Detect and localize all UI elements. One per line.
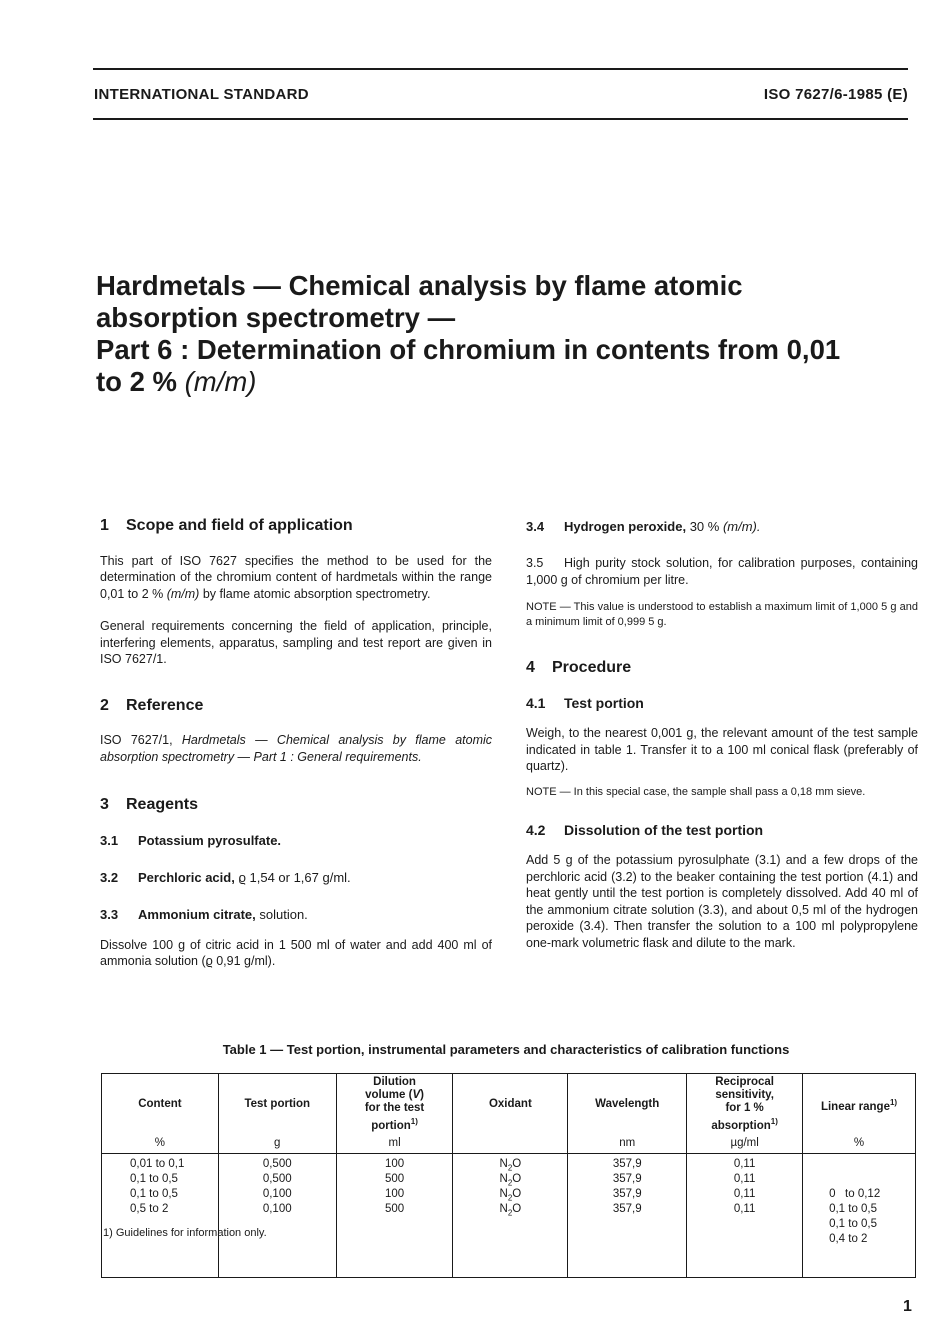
linear-range-cell: 0 to 0,12 0,1 to 0,5 0,1 to 0,5 0,4 to 2 <box>803 1153 916 1277</box>
header-right: ISO 7627/6-1985 (E) <box>763 86 908 103</box>
title-line-4: to 2 % (m/m) <box>96 366 257 397</box>
section-2-reference: ISO 7627/1, Hardmetals — Chemical analysis by flame atomic absorption spectrometry — Part 1 : General requirements. <box>100 733 493 764</box>
section-1-paragraph-1: This part of ISO 7627 specifies the method to be used for the determination of the chromium content of hardmetals within the range 0,01 to 2 % (m/m) by flame atomic absorption spectrometry. <box>100 553 492 601</box>
wavelength-cell: 357,9 357,9 357,9 357,9 <box>568 1153 687 1277</box>
reagent-3-3: 3.3 Ammonium citrate, solution. <box>100 906 308 922</box>
section-1-paragraph-2: General requirements concerning the field of application, principle, interfering elements, apparatus, sampling and test report are given in ISO 7627/1. <box>100 619 492 666</box>
unit-cell: % <box>803 1135 916 1154</box>
section-3-heading: 3 Reagents <box>100 796 199 813</box>
dilution-cell: 100 500 100 500 <box>336 1153 453 1277</box>
unit-cell: g <box>218 1135 336 1154</box>
reagent-3-5: 3.5 High purity stock solution, for calibration purposes, containing 1,000 g of chromium per litre. <box>526 556 918 587</box>
subsection-4-1-text: Weigh, to the nearest 0,001 g, the relevant amount of the test sample indicated in table 1. Transfer it to a 100 ml conical flask (preferably of quartz). <box>526 726 918 773</box>
table-row <box>102 1153 916 1277</box>
results-table <box>101 1073 916 1278</box>
unit-cell <box>453 1135 568 1154</box>
top-rule <box>93 68 908 70</box>
table-caption: Table 1 — Test portion, instrumental parameters and characteristics of calibration functions <box>222 1042 790 1057</box>
unit-cell: nm <box>568 1135 687 1154</box>
reagent-3-3-text: Dissolve 100 g of citric acid in 1 500 ml of water and add 400 ml of ammonia solution (ϱ 0,91 g/ml). <box>100 937 492 968</box>
subsection-4-1-note: NOTE — In this special case, the sample shall pass a 0,18 mm sieve. <box>526 785 866 798</box>
col-header-dilution: Dilution volume (V) for the test portion$^{1)}$ <box>336 1074 453 1135</box>
col-header-reciprocal-sensitivity: Reciprocal sensitivity, for 1 % absorption$^{1)}$ <box>687 1074 803 1135</box>
title-line-1: Hardmetals — Chemical analysis by flame atomic <box>96 270 743 301</box>
reciprocal-sensitivity-cell: 0,11 0,11 0,11 0,11 <box>687 1153 803 1277</box>
page-number: 1 <box>903 1298 912 1315</box>
reagent-3-5-note: NOTE — This value is understood to establish a maximum limit of 1,000 5 g and a minimum limit of 0,999 5 g. <box>526 601 918 628</box>
table-footnote: 1) Guidelines for information only. <box>103 1227 267 1239</box>
right-column <box>526 518 918 967</box>
subsection-4-2-heading: 4.2 Dissolution of the test portion <box>526 821 764 838</box>
col-header-wavelength: Wavelength <box>568 1074 687 1135</box>
content-cell: 0,01 to 0,1 0,1 to 0,5 0,1 to 0,5 0,5 to 2 <box>102 1153 219 1277</box>
subsection-4-2-text: Add 5 g of the potassium pyrosulphate (3.1) and a few drops of the perchloric acid (3.2) to the beaker containing the test portion (4.1) and heat gently until the test portion is completely dissolved. Add 40 ml of the ammonium citrate solution (3.3), and about 0,5 ml of the hydrogen peroxide (3.4). Then transfer the solution to a 100 ml polypropylene one-mark volumetric flask and dilute to the mark. <box>526 853 918 950</box>
reagent-3-1: 3.1 Potassium pyrosulfate. <box>100 832 282 848</box>
section-1-heading: 1 Scope and field of application <box>100 517 353 534</box>
title-line-3: Part 6 : Determination of chromium in contents from 0,01 <box>96 334 841 365</box>
col-header-oxidant: Oxidant <box>453 1074 568 1135</box>
unit-cell: % <box>102 1135 219 1154</box>
section-2-heading: 2 Reference <box>100 696 204 714</box>
col-header-test-portion: Test portion <box>218 1074 336 1135</box>
section-4-heading: 4 Procedure <box>526 659 632 676</box>
header-rule <box>93 118 908 120</box>
col-header-linear-range: Linear range$^{1)}$ <box>803 1074 916 1135</box>
header-left: INTERNATIONAL STANDARD <box>94 86 309 103</box>
table-units-row <box>102 1135 916 1154</box>
oxidant-cell: $N_2O$ $N_2O$ $N_2O$ $N_2O$ <box>453 1153 568 1277</box>
subsection-4-1-heading: 4.1 Test portion <box>526 694 644 711</box>
test-portion-cell: 0,500 0,500 0,100 0,100 <box>218 1153 336 1277</box>
col-header-content: Content <box>102 1074 219 1135</box>
title-line-2: absorption spectrometry — <box>96 302 456 333</box>
unit-cell: µg/ml <box>687 1135 803 1154</box>
document-title <box>96 270 916 398</box>
table-header-row <box>102 1074 916 1135</box>
unit-cell: ml <box>336 1135 453 1154</box>
left-column <box>100 518 492 986</box>
reagent-3-4: 3.4 Hydrogen peroxide, 30 % (m/m). <box>526 519 761 534</box>
reagent-3-2: 3.2 Perchloric acid, ϱ 1,54 or 1,67 g/ml. <box>100 869 351 885</box>
